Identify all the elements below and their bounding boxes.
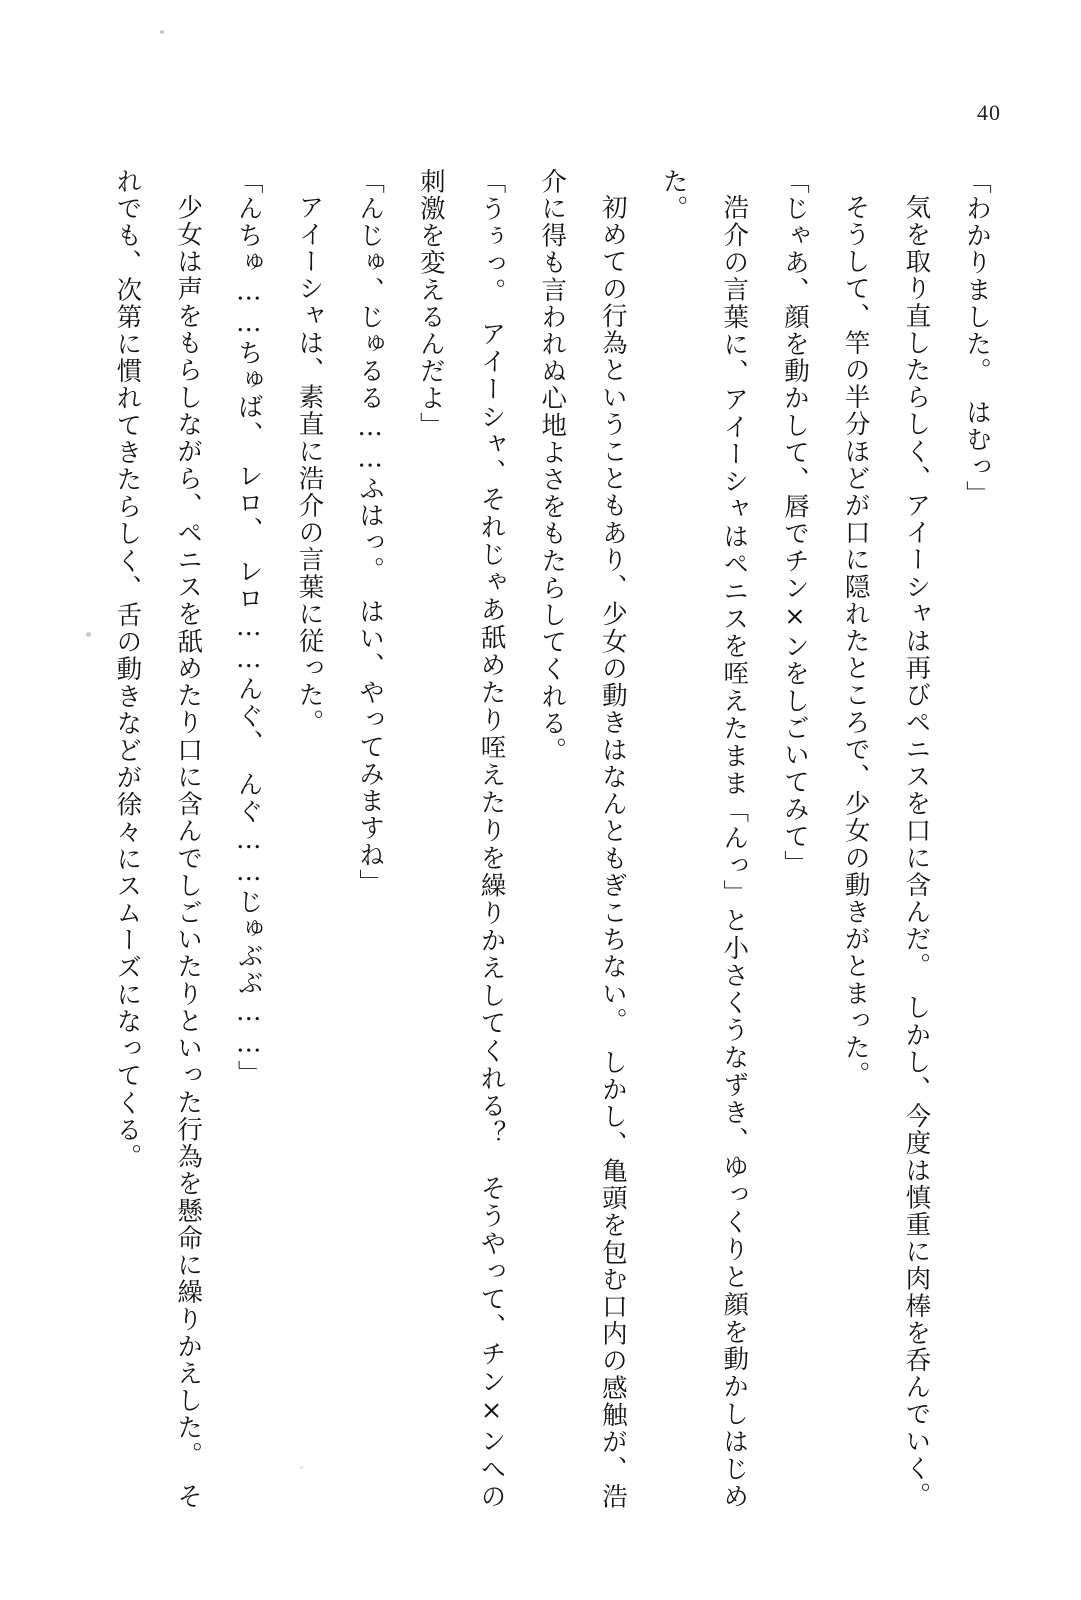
paragraph: 少女は声をもらしながら、ペニスを舐めたり口に含んでしごいたりといった行為を懸命に繰りかえした。 それでも、次第に慣れてきたらしく、舌の動きなどが徐々にスムーズになってくる。 <box>112 168 204 1510</box>
paragraph: アイーシャは、素直に浩介の言葉に従った。 <box>294 194 325 736</box>
page-number: 40 <box>977 100 1001 125</box>
paragraph: 「んじゅ、じゅるる……ふはっ。 はい、やってみますね」 <box>355 168 386 896</box>
page-body-text <box>100 168 1007 1510</box>
paragraph: 「わかりました。 はむっ」 <box>962 168 992 508</box>
paragraph: 「んちゅ……ちゅば、 レロ、 レロ……んぐ、 んぐ……じゅぶぶ……」 <box>233 168 264 1088</box>
paragraph: 浩介の言葉に、アイーシャはペニスを咥えたまま「んっ」と小さくうなずき、ゆっくりと顔を動かしはじめた。 <box>658 168 750 1510</box>
paragraph: 初めての行為ということもあり、少女の動きはなんともぎこちない。 しかし、亀頭を包む口内の感触が、浩介に得も言われぬ心地よさをもたらしてくれる。 <box>537 168 628 1510</box>
paragraph: 「じゃあ、顔を動かして、唇でチン×ンをしごいてみて」 <box>779 168 810 878</box>
paper-speck <box>160 30 164 34</box>
paper-speck <box>86 632 91 637</box>
paragraph: 気を取り直したらしく、アイーシャは再びペニスを口に含んだ。 しかし、今度は慎重に肉棒を呑んでいく。 <box>901 194 932 1510</box>
paragraph: そうして、竿の半分ほどが口に隠れたところで、少女の動きがとまった。 <box>840 194 871 1089</box>
paragraph: 「うぅっ。 アイーシャ、それじゃあ舐めたり咥えたりを繰りかえしてくれる？ そうやって、チン×ンへの刺激を変えるんだよ」 <box>415 168 507 1510</box>
